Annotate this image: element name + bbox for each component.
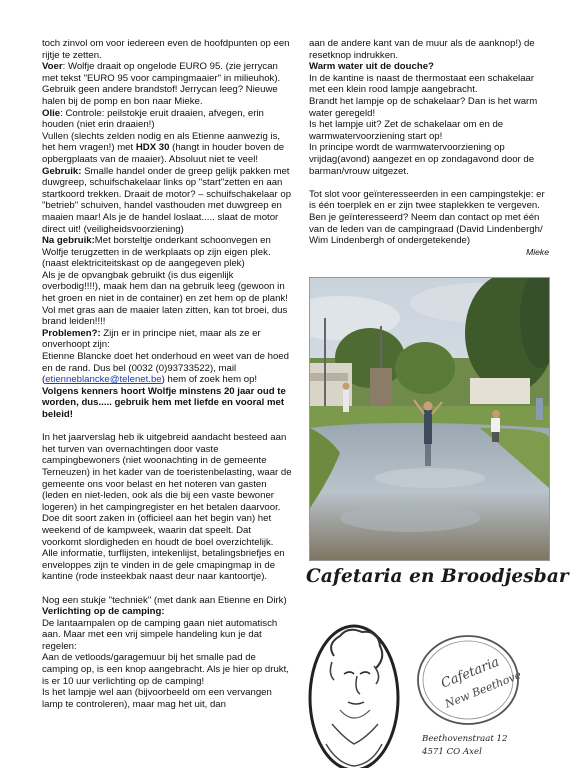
olie-text: : Controle: peilstokje eruit draaien, afvegen, erin houden (niet erin draaien!) [42,107,264,131]
beethoven-portrait-illustration [304,614,404,768]
informatie-paragraph: Alle informatie, turflijsten, intekenlijst, betalingsbriefjes en enveloppes zijn te vinden in de gele cmapingmap in de kantine (rode insteekbak naast deur naar kantoortje). [42,548,285,583]
email-link[interactable]: etienneblancke@telenet.be [45,374,162,386]
nagebruik-text: Met borsteltje onderkant schoonvegen en Wolfje terugzetten in de werkplaats op zijn eigen plek. (naast elektriciteitskast op de aangegeven plek) [42,235,271,270]
etienne-text-2: ) hem of zoek hem op! [161,374,258,386]
etienne-paragraph [42,351,292,386]
verlichting-heading: Verlichting op de camping: [42,606,165,618]
camping-photo-illustration [310,278,549,560]
stamp-text-2: New Beethoven [443,665,520,711]
lantaarn-paragraph: De lantaarnpalen op de camping gaan niet automatisch aan. Maar met een vrij simpele handeling kun je dat regelen: [42,617,278,652]
stamp-illustration [416,632,520,728]
signature: Mieke [526,246,549,257]
problemen-paragraph [42,328,292,351]
slot-paragraph: Tot slot voor geïnteresseerden in een campingstekje: er is één toerplek en er zijn twee staplekken te vergeven. Ben je geïnteresseerd? Neem dan contact op met één van de leden van de campingraad (David Lindenbergh/ Wim Lindenbergh of ondergetekende) [309,188,545,247]
spacer [42,421,292,433]
etienne-text: Etienne Blancke doet het onderhoud en weet van de hoed en de rand. Dus bel (0032 (0)93733522), mail ( [42,351,289,386]
spacer [309,177,549,189]
address-block [422,733,552,759]
principe-paragraph: In principe wordt de warmwatervoorziening op vrijdag(avond) aangezet en op zondagavond door de barman/vrouw uitgezet. [309,142,535,177]
hdx-label: HDX 30 [135,142,170,154]
voer-paragraph [42,61,292,107]
voer-label: Voer [42,61,63,73]
volgens-paragraph: Volgens kenners hoort Wolfje minstens 20 jaar oud te worden, dus..... gebruik hem met liefde en vooral met beleid! [42,385,286,420]
reset-paragraph: aan de andere kant van de muur als de aanknop!) de resetknop indrukken. [309,38,535,61]
warm-water-heading: Warm water uit de douche? [309,61,434,73]
olie-paragraph [42,108,292,131]
techniek-paragraph: Nog een stukje "techniek" (met dank aan Etienne en Dirk) [42,594,287,606]
address-street: Beethovenstraat 12 [422,734,508,744]
brandt-paragraph: Brandt het lampje op de schakelaar? Dan is het warm water geregeld! [309,95,538,119]
spacer [42,583,292,595]
vetloods-paragraph: Aan de vetloods/garagemuur bij het smalle pad de camping op, is een knop aangebracht. Als je hier op drukt, is er 10 uur verlichting op de camping! [42,652,289,687]
stamp-text-1: Cafetaria [439,654,502,692]
gebruik-text: Smalle handel onder de greep gelijk pakken met duwgreep, schuifschakelaar links op "start"zetten en aan startkoord trekken. Draait de motor? – schuifschakelaar op "betrieb" schuiven, handel vasthouden met duwgreep en maaien maar! Als je de handel loslaat..... slaat de motor direct uit! (veiligheidsvoorziening) [42,165,292,235]
cafetaria-heading: Cafetaria en Broodjesbar [306,566,569,587]
nagebruik-paragraph [42,235,292,270]
vullen-text-2: (hangt in houder boven de opbergplaats van de maaier). Absoluut niet te veel! [42,142,285,165]
beethoven-portrait [304,614,404,768]
problemen-text: Zijn er in principe niet, maar als ze er onverhoopt zijn: [42,327,261,351]
nagebruik-label: Na gebruik: [42,235,95,247]
gebruik-label: Gebruik: [42,165,82,177]
kantine-paragraph: In de kantine is naast de thermostaat een schakelaar met een klein rood lampje aangebracht. [309,72,535,96]
right-column [309,38,549,258]
opvang-paragraph: Als je de opvangbak gebruikt (is dus eigenlijk overbodig!!!!), maak hem dan na gebruik leeg (gewoon in het groen en niet in de container) en zet hem op de plank! Vol met gras aan de maaier laten zitten, kan tot broei, dus brand leiden!!!! [42,269,288,328]
lampje-paragraph: Is het lampje wel aan (bijvoorbeeld om een vervangen lamp te controleren), maar mag het uit, dan [42,687,272,710]
left-column [42,38,292,710]
cafetaria-logo-stamp [416,632,520,728]
camping-photo [309,277,550,561]
address-city: 4571 CO Axel [422,747,482,757]
uit-paragraph: Is het lampje uit? Zet de schakelaar om en de warmwatervoorziening start op! [309,119,504,142]
vullen-text: Vullen (slechts zelden nodig en als Etienne aanwezig is, het hem vragen!) met [42,130,281,154]
voer-text: : Wolfje draait op ongelode EURO 95. (zie jerrycan met tekst "EURO 95 voor campingmaaier" in milieuhok). Gebruik geen andere brandstof! Jerrycan leeg? Nieuwe halen bij de pomp en bon naar Mieke. [42,61,281,107]
problemen-label: Problemen?: [42,327,101,339]
intro-text: toch zinvol om voor iedereen even de hoofdpunten op een rijtje te zetten. [42,38,290,61]
gebruik-paragraph [42,166,292,236]
vullen-paragraph [42,131,292,166]
olie-label: Olie [42,107,61,119]
jaarverslag-paragraph: In het jaarverslag heb ik uitgebreid aandacht besteed aan het turven van overnachtingen door vaste campingbewoners (niet woonachting in de gemeente Terneuzen) in het kader van de toeristenbelasting, waar de gemeente ons voor belast en het noteren van gasten (leden en niet-leden, ook als die bij een vaste bewoner logeren) in het campingregister en het betalen daarvoor. Doe dit soort zaken in (officieel aan het begin van) het weekend of de kampweek, waarin dat speelt. Dat voorkomt slordigheden en houdt de boel overzichtelijk. [42,432,292,548]
